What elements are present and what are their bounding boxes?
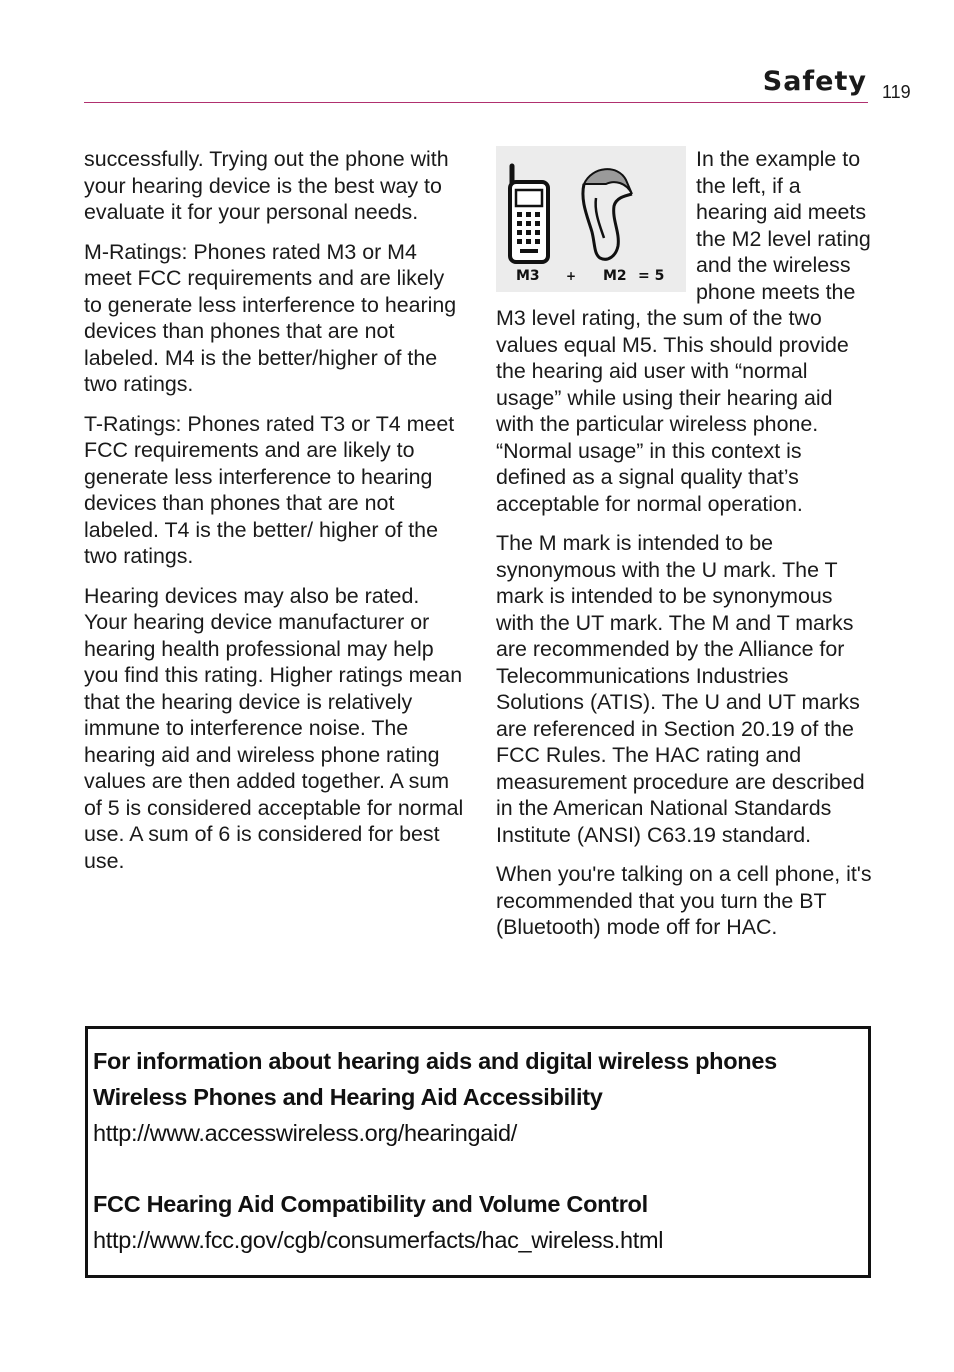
info-box xyxy=(85,1026,871,1278)
plus-sign: + xyxy=(566,269,577,283)
header-rule xyxy=(84,102,868,103)
paragraph: The M mark is intended to be synonymous with the U mark. The T mark is intended to be synonymous with the UT mark. The M and T marks are recommended by the Alliance for Telecommunications Industries Solutions (ATIS). The U and UT marks are referenced in Section 20.19 of the FCC Rules. The HAC rating and measurement procedure are described in the American National Standards Institute (ANSI) C63.19 standard. xyxy=(496,531,865,847)
phone-rating-label: M3 xyxy=(516,268,540,284)
page-number: 119 xyxy=(882,82,911,102)
right-column xyxy=(496,146,874,954)
info-item-url[interactable]: http://www.fcc.gov/cgb/consumerfacts/hac_wireless.html xyxy=(93,1227,664,1253)
cell-phone-icon xyxy=(510,166,548,262)
paragraph: T-Ratings: Phones rated T3 or T4 meet FCC requirements and are likely to generate less interference to hearing devices than phones that are not labeled. T4 is the better/ higher of the two ratings. xyxy=(84,411,455,568)
info-item-title: Wireless Phones and Hearing Aid Accessibility xyxy=(93,1084,603,1110)
spacer xyxy=(93,1151,860,1186)
aid-rating-label: M2 xyxy=(603,268,627,284)
header-title: Safety xyxy=(762,66,867,97)
paragraph: M-Ratings: Phones rated M3 or M4 meet FCC requirements and are likely to generate less interference to hearing devices than phones that are not labeled. M4 is the better/higher of the two ratings. xyxy=(84,239,457,396)
left-column xyxy=(84,146,464,887)
sum-label: = 5 xyxy=(638,268,665,284)
info-item-url[interactable]: http://www.accesswireless.org/hearingaid/ xyxy=(93,1120,517,1146)
paragraph: successfully. Trying out the phone with your hearing device is the best way to evaluate it for your personal needs. xyxy=(84,147,449,224)
hac-rating-figure xyxy=(496,146,686,292)
paragraph: In the example to the left, if a hearing aid meets the M2 level rating and the wireless phone meets the M3 level rating, the sum of the two values equal M5. This should provide the hearing aid user with “normal usage” while using their hearing aid with the particular wireless phone. “Normal usage” in this context is defined as a signal quality that’s acceptable for normal operation. xyxy=(496,147,871,516)
info-item-title: FCC Hearing Aid Compatibility and Volume Control xyxy=(93,1191,648,1217)
paragraph: When you're talking on a cell phone, it's recommended that you turn the BT (Bluetooth) mode off for HAC. xyxy=(496,862,872,939)
info-heading: For information about hearing aids and digital wireless phones xyxy=(93,1048,777,1074)
paragraph: Hearing devices may also be rated. Your hearing device manufacturer or hearing health professional may help you find this rating. Higher ratings mean that the hearing device is relatively immune to interference noise. The hearing aid and wireless phone rating values are then added together. A sum of 5 is considered acceptable for normal use. A sum of 6 is considered for best use. xyxy=(84,583,464,873)
